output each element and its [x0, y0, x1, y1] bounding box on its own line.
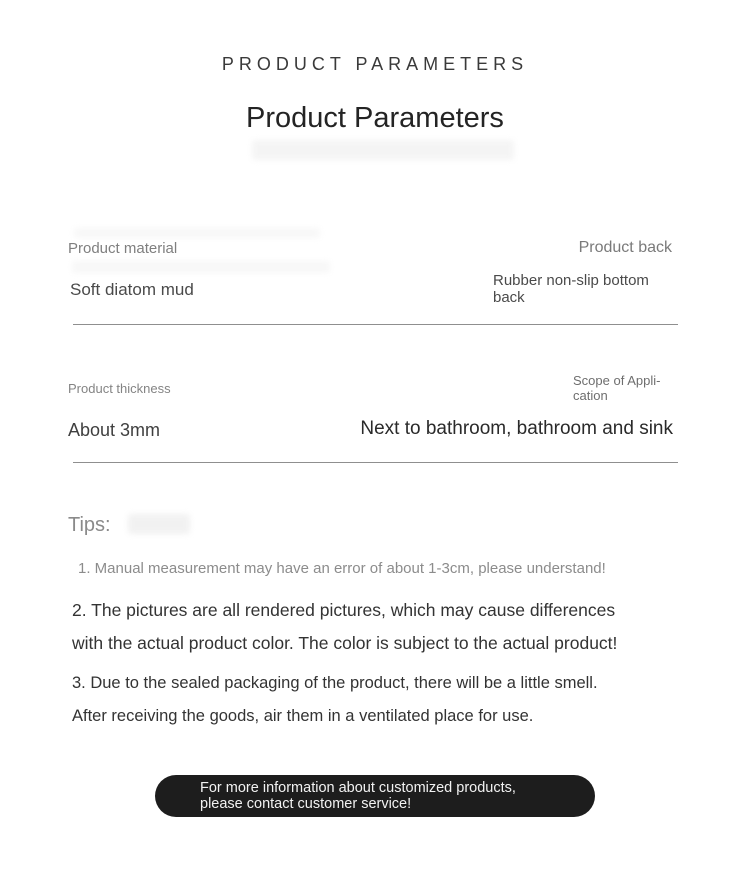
- param-value-thickness: About 3mm: [68, 420, 161, 440]
- param-label-material: Product material: [68, 240, 178, 257]
- banner-text: please contact customer service!: [200, 796, 412, 812]
- param-label-back: Product back: [578, 239, 672, 256]
- tip-item-2: [72, 594, 617, 660]
- param-value-scope: Next to bathroom, bathroom and sink: [360, 418, 673, 439]
- ghost-artifact: [74, 228, 320, 238]
- param-label-scope: Scope of Appli-cation: [573, 373, 661, 403]
- param-value-back: Rubber non-slip bottom back: [493, 272, 649, 306]
- ghost-artifact: [72, 261, 330, 273]
- ghost-artifact: [252, 140, 514, 160]
- ghost-artifact: [128, 514, 190, 534]
- tip-item-3: [72, 667, 598, 733]
- tip-text: 1. Manual measurement may have an error of about 1-3cm, please understand!: [78, 560, 606, 577]
- divider: [73, 324, 678, 325]
- tip-text: with the actual product color. The color is subject to the actual product!: [72, 633, 618, 653]
- tips-heading: Tips:: [68, 514, 111, 536]
- banner-text: For more information about customized products,: [200, 780, 516, 796]
- param-label-thickness: Product thickness: [68, 381, 171, 396]
- tip-item-1: [78, 560, 606, 577]
- tip-text: 2. The pictures are all rendered pictures, which may cause differences: [72, 600, 616, 620]
- param-value-material: Soft diatom mud: [70, 280, 194, 299]
- section-eyebrow-title: PRODUCT PARAMETERS: [221, 54, 529, 74]
- divider: [73, 462, 678, 463]
- tip-text: 3. Due to the sealed packaging of the product, there will be a little smell.: [72, 674, 598, 692]
- page-title: Product Parameters: [246, 102, 504, 134]
- customer-service-banner: [155, 775, 595, 817]
- tip-text: After receiving the goods, air them in a ventilated place for use.: [72, 707, 534, 725]
